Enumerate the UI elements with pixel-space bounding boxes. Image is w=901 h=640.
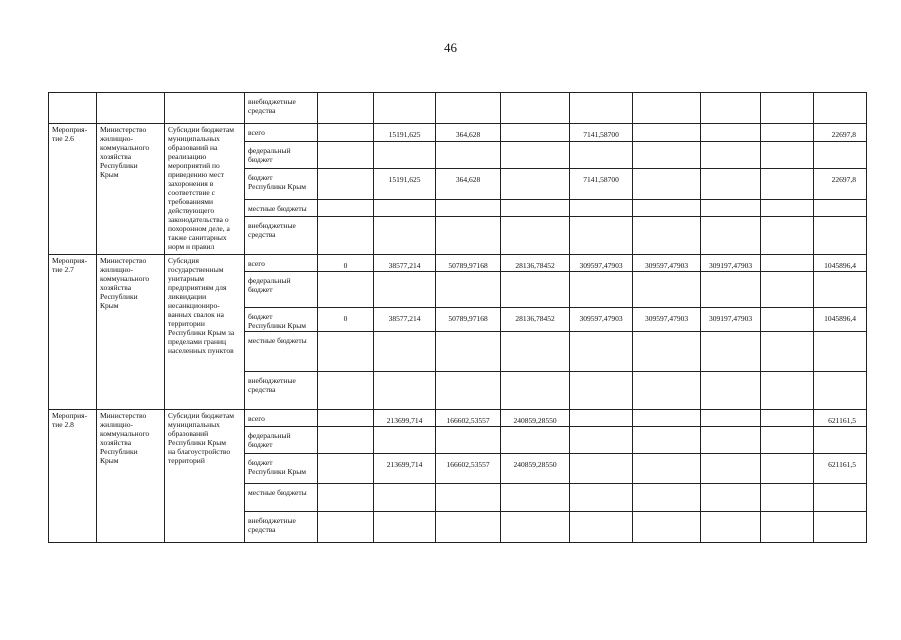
program-funding-table (48, 92, 867, 543)
value-cell (761, 512, 814, 543)
value-cell (501, 484, 570, 512)
value-cell (318, 272, 374, 308)
table-row (49, 255, 867, 272)
measure-id-cell: Мероприя- тие 2.7 (49, 255, 97, 410)
executor-cell: Министерство жилищно- коммунального хозяйства Республики Крым (97, 124, 165, 255)
value-cell (501, 217, 570, 255)
value-cell (570, 484, 633, 512)
value-cell (633, 93, 701, 124)
value-cell (318, 332, 374, 372)
value-cell (701, 124, 761, 142)
value-cell (374, 484, 436, 512)
value-cell (501, 124, 570, 142)
value-cell (436, 484, 501, 512)
value-cell (814, 332, 867, 372)
value-cell (374, 93, 436, 124)
table-row (49, 93, 867, 124)
funding-source-cell: местные бюджеты (245, 484, 318, 512)
value-cell: 15191,625 (374, 124, 436, 142)
value-cell (318, 454, 374, 484)
value-cell: 166602,53557 (436, 410, 501, 427)
value-cell (814, 93, 867, 124)
value-cell (436, 512, 501, 543)
page-number: 46 (444, 40, 457, 55)
value-cell (501, 142, 570, 169)
value-cell: 309197,47903 (701, 308, 761, 332)
value-cell (814, 427, 867, 454)
value-cell (570, 454, 633, 484)
value-cell (761, 217, 814, 255)
value-cell (436, 427, 501, 454)
value-cell (374, 372, 436, 410)
value-cell (570, 410, 633, 427)
value-cell (761, 93, 814, 124)
funding-source-cell: внебюджетные средства (245, 93, 318, 124)
value-cell: 309597,47903 (633, 308, 701, 332)
value-cell: 22697,8 (814, 124, 867, 142)
value-cell: 621161,5 (814, 410, 867, 427)
value-cell (814, 372, 867, 410)
executor-cell: Министерство жилищно- коммунального хозяйства Республики Крым (97, 410, 165, 543)
value-cell (814, 217, 867, 255)
value-cell (633, 372, 701, 410)
value-cell (814, 484, 867, 512)
value-cell (374, 217, 436, 255)
value-cell (570, 427, 633, 454)
value-cell (374, 200, 436, 217)
value-cell (374, 427, 436, 454)
value-cell: 309597,47903 (570, 255, 633, 272)
description-cell: Субсидии бюджетам муниципальных образований Республики Крым на благоустройство территорий (165, 410, 245, 543)
value-cell: 309197,47903 (701, 255, 761, 272)
value-cell (318, 169, 374, 200)
value-cell (633, 427, 701, 454)
value-cell: 28136,78452 (501, 255, 570, 272)
value-cell (814, 272, 867, 308)
value-cell (570, 332, 633, 372)
value-cell: 50789,97168 (436, 308, 501, 332)
funding-source-cell: местные бюджеты (245, 200, 318, 217)
funding-source-cell: бюджет Республики Крым (245, 454, 318, 484)
value-cell (633, 142, 701, 169)
value-cell: 15191,625 (374, 169, 436, 200)
value-cell (374, 272, 436, 308)
value-cell (633, 200, 701, 217)
measure-id-cell: Мероприя- тие 2.8 (49, 410, 97, 543)
value-cell: 1045896,4 (814, 255, 867, 272)
value-cell (633, 484, 701, 512)
value-cell: 50789,97168 (436, 255, 501, 272)
value-cell (501, 169, 570, 200)
value-cell (761, 142, 814, 169)
value-cell (374, 142, 436, 169)
value-cell: 38577,214 (374, 308, 436, 332)
value-cell (814, 200, 867, 217)
value-cell: 621161,5 (814, 454, 867, 484)
value-cell (814, 512, 867, 543)
value-cell (501, 200, 570, 217)
value-cell (761, 272, 814, 308)
value-cell: 0 (318, 308, 374, 332)
value-cell (570, 217, 633, 255)
value-cell (501, 93, 570, 124)
value-cell (701, 484, 761, 512)
value-cell: 1045896,4 (814, 308, 867, 332)
value-cell (374, 512, 436, 543)
value-cell (701, 93, 761, 124)
funding-source-cell: местные бюджеты (245, 332, 318, 372)
value-cell (633, 410, 701, 427)
value-cell (501, 372, 570, 410)
value-cell: 309597,47903 (570, 308, 633, 332)
value-cell (701, 427, 761, 454)
value-cell (318, 200, 374, 217)
table-row (49, 124, 867, 142)
value-cell (761, 308, 814, 332)
value-cell (701, 200, 761, 217)
value-cell (318, 93, 374, 124)
value-cell: 0 (318, 255, 374, 272)
value-cell (761, 454, 814, 484)
value-cell (701, 454, 761, 484)
funding-source-cell: федеральный бюджет (245, 272, 318, 308)
value-cell: 28136,78452 (501, 308, 570, 332)
funding-source-cell: всего (245, 410, 318, 427)
value-cell (633, 512, 701, 543)
value-cell (318, 142, 374, 169)
value-cell (436, 142, 501, 169)
value-cell (570, 512, 633, 543)
value-cell (633, 454, 701, 484)
value-cell (701, 272, 761, 308)
funding-source-cell: внебюджетные средства (245, 512, 318, 543)
value-cell (436, 272, 501, 308)
value-cell (701, 169, 761, 200)
funding-source-cell: внебюджетные средства (245, 372, 318, 410)
value-cell (318, 124, 374, 142)
value-cell (374, 332, 436, 372)
value-cell (501, 272, 570, 308)
funding-source-cell: внебюджетные средства (245, 217, 318, 255)
value-cell (570, 200, 633, 217)
value-cell: 166602,53557 (436, 454, 501, 484)
value-cell (633, 217, 701, 255)
funding-source-cell: бюджет Республики Крым (245, 169, 318, 200)
value-cell (761, 169, 814, 200)
value-cell (761, 124, 814, 142)
value-cell (570, 142, 633, 169)
funding-source-cell: всего (245, 255, 318, 272)
description-cell: Субсидии бюджетам муниципальных образований на реализацию мероприятий по приведению мест захоронения в соответствие с требованиями действующего законодательства о похоронном деле, а также санитарных норм и правил (165, 124, 245, 255)
funding-source-cell: федеральный бюджет (245, 427, 318, 454)
value-cell (633, 272, 701, 308)
value-cell (436, 93, 501, 124)
measure-id-cell: Мероприя- тие 2.6 (49, 124, 97, 255)
value-cell (761, 332, 814, 372)
value-cell (436, 332, 501, 372)
value-cell (761, 200, 814, 217)
value-cell (318, 372, 374, 410)
value-cell: 309597,47903 (633, 255, 701, 272)
value-cell (633, 124, 701, 142)
value-cell (701, 512, 761, 543)
value-cell (701, 410, 761, 427)
value-cell: 7141,58700 (570, 169, 633, 200)
value-cell (701, 142, 761, 169)
funding-source-cell: бюджет Республики Крым (245, 308, 318, 332)
empty-cell (165, 93, 245, 124)
value-cell: 364,628 (436, 169, 501, 200)
value-cell (633, 169, 701, 200)
description-cell: Субсидия государственным унитарным предприятиям для ликвидации несанкциониро- ванных свалок на территории Республики Крым за пределами границ населенных пунктов (165, 255, 245, 410)
value-cell (570, 93, 633, 124)
value-cell (761, 410, 814, 427)
executor-cell: Министерство жилищно- коммунального хозяйства Республики Крым (97, 255, 165, 410)
value-cell (701, 372, 761, 410)
value-cell (701, 217, 761, 255)
value-cell: 213699,714 (374, 410, 436, 427)
value-cell (436, 372, 501, 410)
funding-source-cell: всего (245, 124, 318, 142)
value-cell (318, 427, 374, 454)
funding-source-cell: федеральный бюджет (245, 142, 318, 169)
value-cell (633, 332, 701, 372)
value-cell (501, 332, 570, 372)
empty-cell (97, 93, 165, 124)
value-cell (436, 217, 501, 255)
value-cell (814, 142, 867, 169)
value-cell (701, 332, 761, 372)
value-cell (761, 255, 814, 272)
value-cell (318, 410, 374, 427)
value-cell (501, 512, 570, 543)
value-cell (318, 217, 374, 255)
value-cell: 213699,714 (374, 454, 436, 484)
value-cell (570, 272, 633, 308)
value-cell (761, 484, 814, 512)
table-row (49, 410, 867, 427)
value-cell (436, 200, 501, 217)
value-cell (318, 512, 374, 543)
empty-cell (49, 93, 97, 124)
value-cell (761, 372, 814, 410)
value-cell: 240859,28550 (501, 410, 570, 427)
value-cell: 7141,58700 (570, 124, 633, 142)
value-cell (570, 372, 633, 410)
value-cell (501, 427, 570, 454)
value-cell: 240859,28550 (501, 454, 570, 484)
value-cell: 38577,214 (374, 255, 436, 272)
value-cell: 364,628 (436, 124, 501, 142)
value-cell (761, 427, 814, 454)
value-cell: 22697,8 (814, 169, 867, 200)
value-cell (318, 484, 374, 512)
